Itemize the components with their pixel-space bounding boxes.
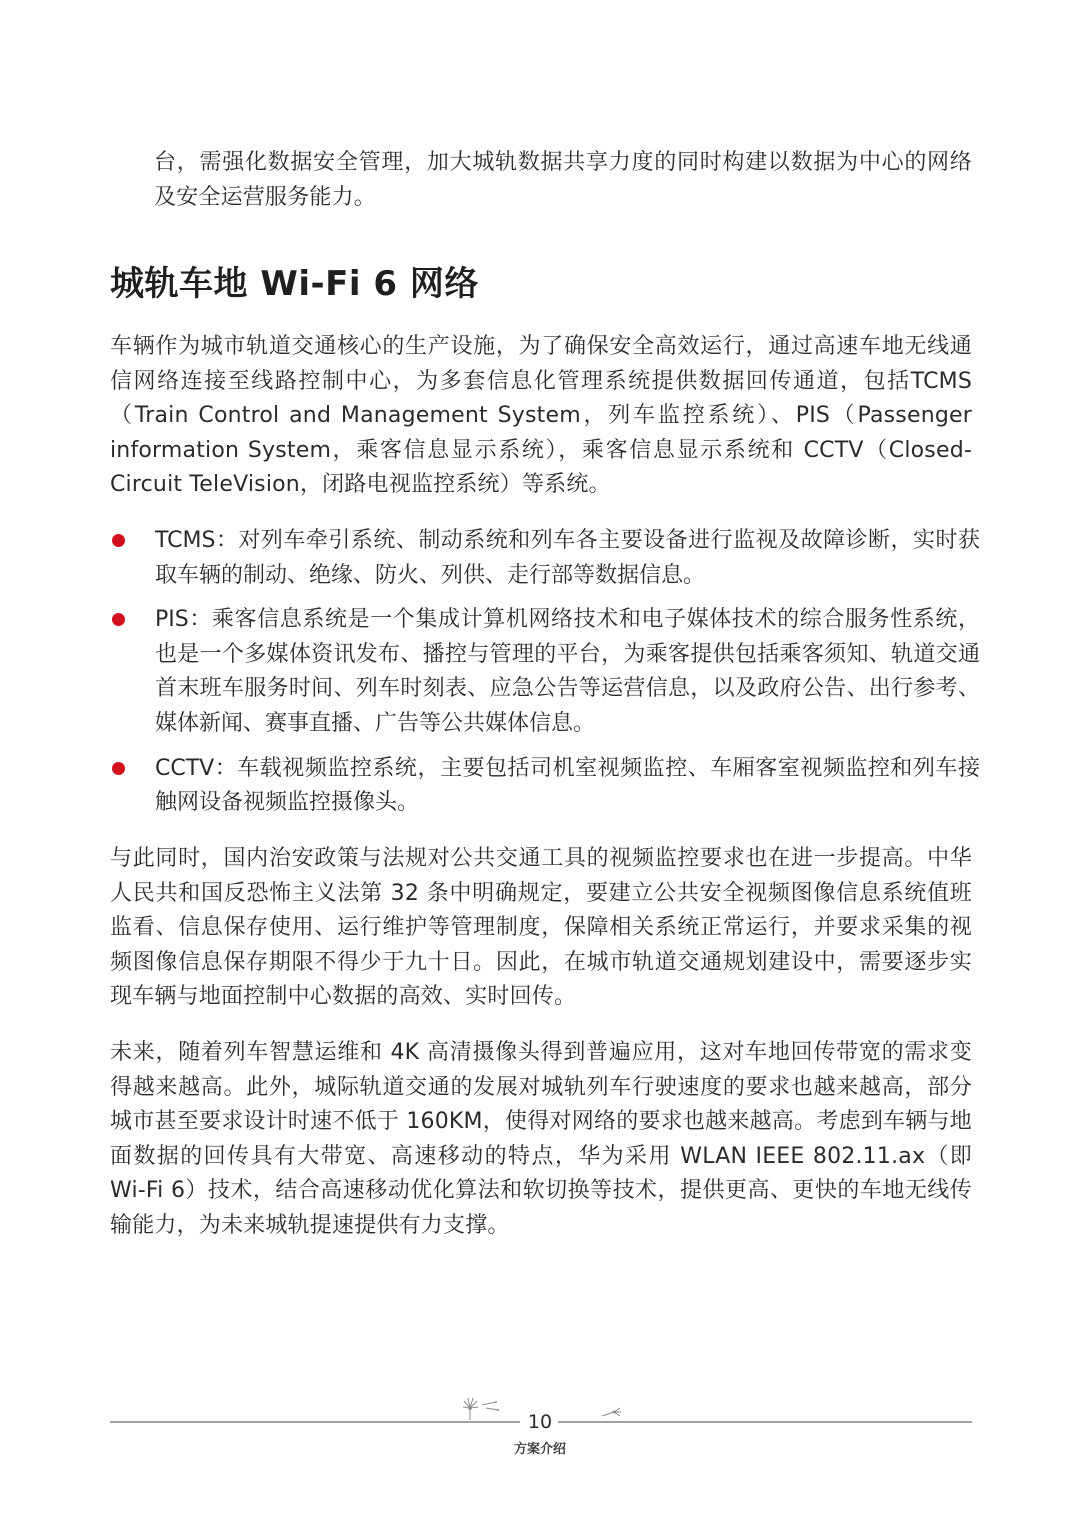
body-paragraph-1: 车辆作为城市轨道交通核心的生产设施，为了确保安全高效运行，通过高速车地无线通信网络连接至线路控制中心，为多套信息化管理系统提供数据回传通道，包括TCMS（Train Control and Management System，列车监控系统）、PIS（Passenger information System，乘客信息显示系统），乘客信息显示系统和 CCTV（Closed-Circuit TeleVision，闭路电视监控系统）等系统。 (110, 334, 972, 498)
dandelion-icon (462, 1396, 502, 1422)
list-item (110, 603, 980, 741)
footer-rule-right (558, 1421, 972, 1423)
list-item (110, 524, 980, 593)
bullet-text-tcms: TCMS：对列车牵引系统、制动系统和列车各主要设备进行监视及故障诊断，实时获取车辆的制动、绝缘、防火、列供、走行部等数据信息。 (155, 528, 980, 588)
seed-icon (600, 1406, 624, 1420)
section-heading: 城轨车地 Wi-Fi 6 网络 (110, 264, 479, 304)
bullet-text-cctv: CCTV：车载视频监控系统，主要包括司机室视频监控、车厢客室视频监控和列车接触网设备视频监控摄像头。 (155, 755, 980, 816)
bullet-text-pis: PIS：乘客信息系统是一个集成计算机网络技术和电子媒体技术的综合服务性系统，也是一个多媒体资讯发布、播控与管理的平台，为乘客提供包括乘客须知、轨道交通首末班车服务时间、列车时刻表、应急公告等运营信息，以及政府公告、出行参考、媒体新闻、赛事直播、广告等公共媒体信息。 (155, 607, 980, 736)
footer-rule-left (110, 1421, 520, 1423)
list-item (110, 752, 980, 821)
body-paragraph-3: 未来，随着列车智慧运维和 4K 高清摄像头得到普遍应用，这对车地回传带宽的需求变得越来越高。此外，城际轨道交通的发展对城轨列车行驶速度的要求也越来越高，部分城市甚至要求设计时速不低于 160KM，使得对网络的要求也越来越高。考虑到车辆与地面数据的回传具有大带宽、高速移动的特点，华为采用 WLAN IEEE 802.11.ax（即 Wi-Fi 6）技术，结合高速移动优化算法和软切换等技术，提供更高、更快的车地无线传输能力，为未来城轨提速提供有力支撑。 (110, 1040, 972, 1238)
bullet-list (110, 524, 980, 831)
bullet-dot-icon (112, 534, 125, 547)
body-paragraph-2: 与此同时，国内治安政策与法规对公共交通工具的视频监控要求也在进一步提高。中华人民共和国反恐怖主义法第 32 条中明确规定，要建立公共安全视频图像信息系统值班监看、信息保存使用、运行维护等管理制度，保障相关系统正常运行，并要求采集的视频图像信息保存期限不得少于九十日。因此，在城市轨道交通规划建设中，需要逐步实现车辆与地面控制中心数据的高效、实时回传。 (110, 846, 972, 1010)
bullet-dot-icon (112, 762, 125, 775)
section-label: 方案介绍 (513, 1442, 566, 1457)
page-number: 10 (527, 1411, 553, 1433)
intro-paragraph: 台，需强化数据安全管理，加大城轨数据共享力度的同时构建以数据为中心的网络及安全运营服务能力。 (154, 150, 972, 210)
bullet-dot-icon (112, 613, 125, 626)
